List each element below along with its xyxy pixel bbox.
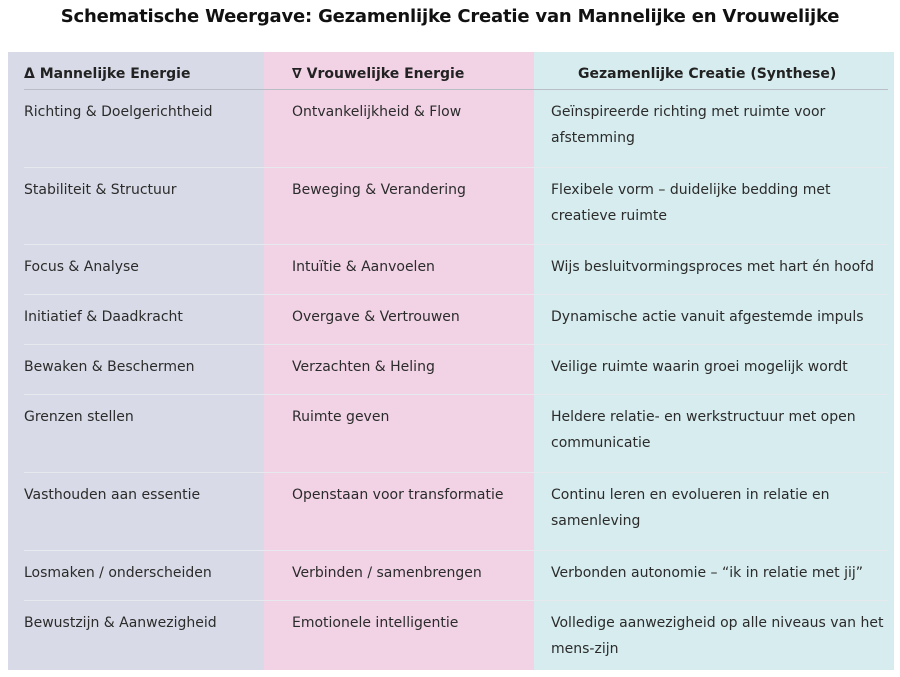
cell-masculine: Losmaken / onderscheiden: [24, 565, 212, 581]
cell-feminine: Intuïtie & Aanvoelen: [292, 259, 435, 275]
cell-synthesis: Continu leren en evolueren in relatie en samenleving: [551, 487, 830, 529]
cell-feminine: Openstaan voor transformatie: [292, 487, 504, 503]
cell-synthesis: Wijs besluitvormingsproces met hart én hoofd: [551, 259, 874, 275]
page-title: Schematische Weergave: Gezamenlijke Creatie van Mannelijke en Vrouwelijke: [60, 6, 840, 27]
cell-feminine: Ruimte geven: [292, 409, 390, 425]
header-feminine: ∇ Vrouwelijke Energie: [292, 66, 465, 82]
table-row: [8, 295, 894, 344]
table-row: [8, 473, 894, 550]
comparison-table: [8, 52, 894, 670]
cell-synthesis: Verbonden autonomie – “ik in relatie met jij”: [551, 565, 863, 581]
table-row: [8, 601, 894, 670]
cell-feminine: Overgave & Vertrouwen: [292, 309, 460, 325]
table-row: [8, 395, 894, 472]
table-row: [8, 168, 894, 244]
cell-masculine: Richting & Doelgerichtheid: [24, 104, 213, 120]
table-row: [8, 551, 894, 600]
cell-synthesis: Veilige ruimte waarin groei mogelijk wordt: [551, 359, 848, 375]
cell-masculine: Initiatief & Daadkracht: [24, 309, 183, 325]
cell-synthesis: Dynamische actie vanuit afgestemde impuls: [551, 309, 864, 325]
header-synthesis: Gezamenlijke Creatie (Synthese): [578, 66, 837, 82]
cell-masculine: Grenzen stellen: [24, 409, 134, 425]
table-row: [8, 345, 894, 394]
cell-feminine: Emotionele intelligentie: [292, 615, 459, 631]
cell-feminine: Ontvankelijkheid & Flow: [292, 104, 462, 120]
cell-feminine: Verbinden / samenbrengen: [292, 565, 482, 581]
table-header-row: [8, 52, 894, 89]
cell-masculine: Focus & Analyse: [24, 259, 139, 275]
cell-masculine: Stabiliteit & Structuur: [24, 182, 177, 198]
cell-masculine: Vasthouden aan essentie: [24, 487, 201, 503]
cell-feminine: Beweging & Verandering: [292, 182, 466, 198]
cell-feminine: Verzachten & Heling: [292, 359, 435, 375]
cell-masculine: Bewustzijn & Aanwezigheid: [24, 615, 217, 631]
cell-synthesis: Volledige aanwezigheid op alle niveaus van het mens-zijn: [551, 615, 884, 657]
cell-synthesis: Heldere relatie- en werkstructuur met open communicatie: [551, 409, 856, 451]
table-row: [8, 90, 894, 167]
header-masculine: Δ Mannelijke Energie: [24, 66, 191, 82]
table-row: [8, 245, 894, 294]
cell-synthesis: Flexibele vorm – duidelijke bedding met creatieve ruimte: [551, 182, 831, 224]
cell-synthesis: Geïnspireerde richting met ruimte voor afstemming: [551, 104, 826, 146]
cell-masculine: Bewaken & Beschermen: [24, 359, 195, 375]
